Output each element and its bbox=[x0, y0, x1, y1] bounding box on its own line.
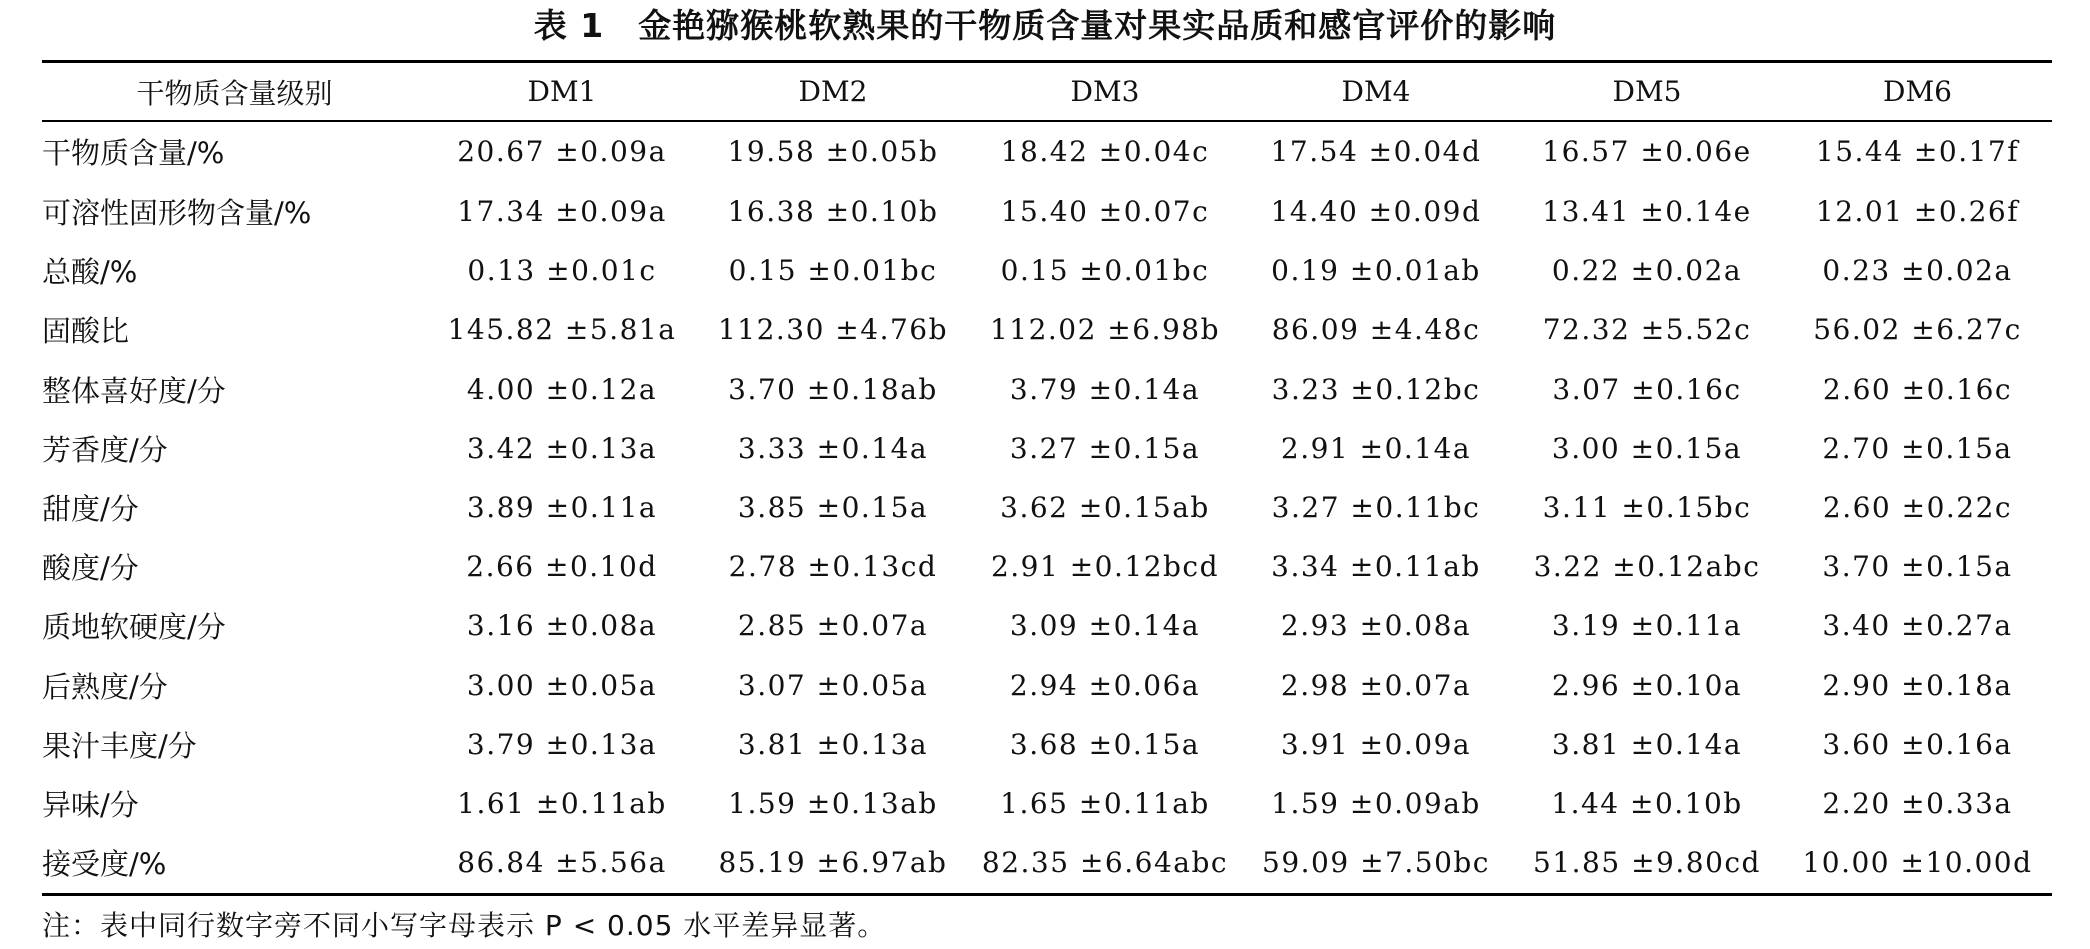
table-cell: 4.00 ±0.12a bbox=[466, 372, 658, 406]
table-cell: 13.41 ±0.14e bbox=[1542, 195, 1752, 229]
table-cell: 2.91 ±0.14a bbox=[1280, 431, 1472, 465]
header-row bbox=[42, 63, 2052, 120]
table-cell: 1.61 ±0.11ab bbox=[457, 786, 667, 820]
table-cell: 16.57 ±0.06e bbox=[1542, 134, 1752, 168]
table-cell: 3.40 ±0.27a bbox=[1822, 609, 2013, 643]
table-row bbox=[42, 241, 2052, 300]
table-cell: 3.09 ±0.14a bbox=[1009, 609, 1201, 643]
table-cell: 1.65 ±0.11ab bbox=[1000, 786, 1210, 820]
table-row bbox=[42, 537, 2052, 596]
table-cell: 17.34 ±0.09a bbox=[457, 195, 667, 229]
table-cell: 10.00 ±10.00d bbox=[1802, 846, 2033, 880]
table-cell: 3.16 ±0.08a bbox=[466, 609, 658, 643]
row-label: 质地软硬度/分 bbox=[42, 610, 226, 645]
table-row bbox=[42, 478, 2052, 537]
table-cell: 86.84 ±5.56a bbox=[457, 846, 667, 880]
table-cell: 3.79 ±0.14a bbox=[1009, 372, 1201, 406]
table-cell: 15.44 ±0.17f bbox=[1815, 134, 2020, 168]
table-row bbox=[42, 656, 2052, 715]
table-cell: 3.60 ±0.16a bbox=[1822, 727, 2013, 761]
table-cell: 3.11 ±0.15bc bbox=[1542, 491, 1752, 525]
table-cell: 3.70 ±0.15a bbox=[1822, 550, 2013, 584]
table-cell: 3.22 ±0.12abc bbox=[1533, 550, 1761, 584]
table-row bbox=[42, 360, 2052, 419]
table-cell: 1.44 ±0.10b bbox=[1551, 786, 1743, 820]
column-header-dm1: DM1 bbox=[527, 75, 597, 108]
table-cell: 3.27 ±0.15a bbox=[1009, 431, 1201, 465]
table-cell: 1.59 ±0.09ab bbox=[1271, 786, 1481, 820]
table-cell: 14.40 ±0.09d bbox=[1270, 195, 1482, 229]
table-cell: 1.59 ±0.13ab bbox=[728, 786, 938, 820]
table-cell: 3.85 ±0.15a bbox=[737, 491, 929, 525]
table-cell: 3.00 ±0.15a bbox=[1551, 431, 1743, 465]
header-label: 干物质含量级别 bbox=[136, 76, 333, 110]
table-row bbox=[42, 715, 2052, 774]
table-cell: 3.42 ±0.13a bbox=[466, 431, 658, 465]
row-label: 总酸/% bbox=[42, 255, 138, 290]
table-cell: 19.58 ±0.05b bbox=[727, 134, 939, 168]
table-cell: 0.19 ±0.01ab bbox=[1271, 254, 1481, 288]
table-cell: 3.62 ±0.15ab bbox=[1000, 491, 1210, 525]
table-cell: 3.23 ±0.12bc bbox=[1271, 372, 1481, 406]
table-cell: 112.30 ±4.76b bbox=[717, 313, 949, 347]
table-cell: 0.15 ±0.01bc bbox=[1000, 254, 1210, 288]
table-cell: 3.81 ±0.14a bbox=[1551, 727, 1743, 761]
table-cell: 18.42 ±0.04c bbox=[1000, 134, 1210, 168]
table-cell: 2.66 ±0.10d bbox=[466, 550, 658, 584]
table-cell: 3.70 ±0.18ab bbox=[728, 372, 938, 406]
table-cell: 112.02 ±6.98b bbox=[989, 313, 1221, 347]
table-title: 表 1 金艳猕猴桃软熟果的干物质含量对果实品质和感官评价的影响 bbox=[533, 6, 1557, 45]
table-cell: 3.81 ±0.13a bbox=[737, 727, 929, 761]
row-label: 可溶性固形物含量/% bbox=[42, 196, 312, 231]
table-body bbox=[42, 120, 2052, 892]
table-cell: 3.33 ±0.14a bbox=[737, 431, 929, 465]
table-row bbox=[42, 833, 2052, 892]
table-cell: 2.70 ±0.15a bbox=[1822, 431, 2013, 465]
table-cell: 0.15 ±0.01bc bbox=[728, 254, 938, 288]
data-table bbox=[42, 63, 2052, 892]
table-row bbox=[42, 182, 2052, 241]
table-cell: 2.60 ±0.22c bbox=[1822, 491, 2013, 525]
row-label: 异味/分 bbox=[42, 787, 139, 822]
table-cell: 3.91 ±0.09a bbox=[1280, 727, 1472, 761]
table-cell: 145.82 ±5.81a bbox=[447, 313, 677, 347]
row-label: 后熟度/分 bbox=[42, 669, 168, 704]
table-cell: 2.94 ±0.06a bbox=[1009, 668, 1201, 702]
row-label: 酸度/分 bbox=[42, 551, 139, 586]
table-cell: 3.07 ±0.16c bbox=[1552, 372, 1742, 406]
table-cell: 3.07 ±0.05a bbox=[737, 668, 929, 702]
table-cell: 2.98 ±0.07a bbox=[1280, 668, 1472, 702]
table-cell: 3.00 ±0.05a bbox=[466, 668, 658, 702]
table-cell: 2.91 ±0.12bcd bbox=[990, 550, 1220, 584]
table-cell: 3.89 ±0.11a bbox=[466, 491, 658, 525]
row-label: 接受度/% bbox=[42, 847, 167, 882]
table-row bbox=[42, 774, 2052, 833]
table-row bbox=[42, 596, 2052, 655]
table-cell: 0.13 ±0.01c bbox=[467, 254, 657, 288]
column-header-dm5: DM5 bbox=[1612, 75, 1682, 108]
row-label: 芳香度/分 bbox=[42, 432, 168, 467]
table-cell: 12.01 ±0.26f bbox=[1815, 195, 2020, 229]
table-row bbox=[42, 300, 2052, 359]
bottom-rule bbox=[42, 893, 2052, 896]
table-cell: 0.22 ±0.02a bbox=[1551, 254, 1743, 288]
column-header-dm3: DM3 bbox=[1070, 75, 1140, 108]
table-cell: 15.40 ±0.07c bbox=[1000, 195, 1210, 229]
table-cell: 86.09 ±4.48c bbox=[1271, 313, 1481, 347]
table-cell: 72.32 ±5.52c bbox=[1542, 313, 1752, 347]
table-cell: 51.85 ±9.80cd bbox=[1533, 846, 1761, 880]
table-cell: 3.27 ±0.11bc bbox=[1271, 491, 1481, 525]
table-cell: 85.19 ±6.97ab bbox=[718, 846, 948, 880]
table-row bbox=[42, 419, 2052, 478]
table-cell: 2.93 ±0.08a bbox=[1280, 609, 1472, 643]
row-label: 果汁丰度/分 bbox=[42, 728, 197, 763]
table-cell: 3.19 ±0.11a bbox=[1551, 609, 1743, 643]
table-cell: 2.90 ±0.18a bbox=[1822, 668, 2013, 702]
table-cell: 2.85 ±0.07a bbox=[737, 609, 929, 643]
table-cell: 0.23 ±0.02a bbox=[1822, 254, 2013, 288]
row-label: 固酸比 bbox=[42, 314, 130, 349]
table-cell: 2.78 ±0.13cd bbox=[728, 550, 938, 584]
table-note: 注：表中同行数字旁不同小写字母表示 P < 0.05 水平差异显著。 bbox=[42, 909, 887, 942]
table-cell: 3.79 ±0.13a bbox=[466, 727, 658, 761]
row-label: 干物质含量/% bbox=[42, 135, 225, 170]
table-row bbox=[42, 120, 2052, 182]
table-cell: 20.67 ±0.09a bbox=[457, 134, 667, 168]
column-header-dm2: DM2 bbox=[798, 75, 868, 108]
table-cell: 56.02 ±6.27c bbox=[1813, 313, 2022, 347]
row-label: 甜度/分 bbox=[42, 492, 139, 527]
table-cell: 17.54 ±0.04d bbox=[1270, 134, 1482, 168]
table-cell: 2.20 ±0.33a bbox=[1822, 786, 2013, 820]
table-cell: 59.09 ±7.50bc bbox=[1262, 846, 1490, 880]
table-cell: 2.60 ±0.16c bbox=[1822, 372, 2013, 406]
table-cell: 3.68 ±0.15a bbox=[1009, 727, 1201, 761]
table-cell: 2.96 ±0.10a bbox=[1551, 668, 1743, 702]
table-cell: 16.38 ±0.10b bbox=[727, 195, 939, 229]
column-header-dm4: DM4 bbox=[1341, 75, 1411, 108]
table-cell: 3.34 ±0.11ab bbox=[1271, 550, 1481, 584]
table-cell: 82.35 ±6.64abc bbox=[981, 846, 1229, 880]
row-label: 整体喜好度/分 bbox=[42, 373, 226, 408]
column-header-dm6: DM6 bbox=[1883, 75, 1952, 108]
